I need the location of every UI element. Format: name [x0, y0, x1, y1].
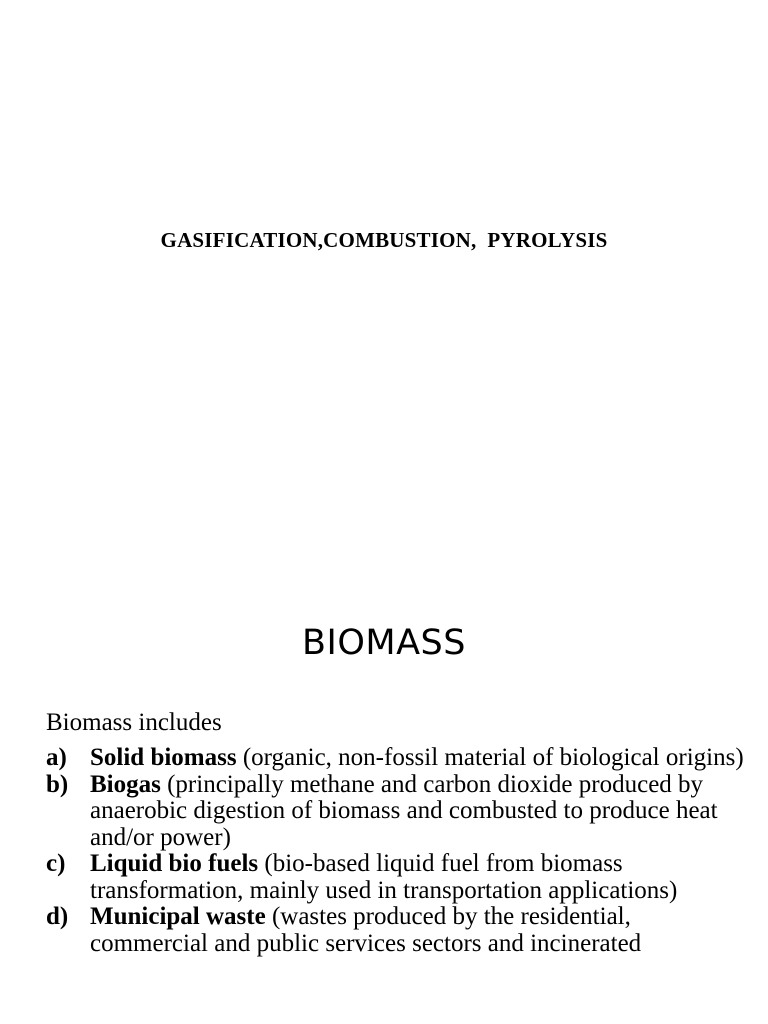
intro-text: Biomass includes: [46, 709, 222, 736]
list-item-description: (bio-based liquid fuel from biomass transformation, mainly used in transportation applications): [90, 850, 678, 904]
list-item: [46, 851, 746, 904]
list-item-description: (wastes produced by the residential, commercial and public services sectors and incinerated: [90, 903, 642, 957]
list-item-description: (organic, non-fossil material of biological origins): [236, 744, 744, 771]
list-item-term: Liquid bio fuels: [90, 850, 259, 877]
list-item-term: Municipal waste: [90, 903, 266, 930]
list-marker: c): [46, 850, 66, 877]
list-marker: d): [46, 903, 69, 930]
slide-1-title: GASIFICATION,COMBUSTION, PYROLYSIS: [160, 228, 608, 252]
list-item: [46, 772, 746, 852]
list-item: [46, 745, 746, 772]
list-item-term: Biogas: [90, 770, 161, 798]
list-item: [46, 904, 746, 957]
biomass-list: [46, 745, 746, 957]
list-item-term: Solid biomass: [90, 744, 237, 771]
slide-2-title: BIOMASS: [302, 623, 466, 663]
list-marker: a): [46, 744, 67, 771]
list-marker: b): [46, 770, 69, 798]
list-item-description: (principally methane and carbon dioxide produced by anaerobic digestion of biomass and combusted to produce heat and/or power): [90, 770, 718, 851]
